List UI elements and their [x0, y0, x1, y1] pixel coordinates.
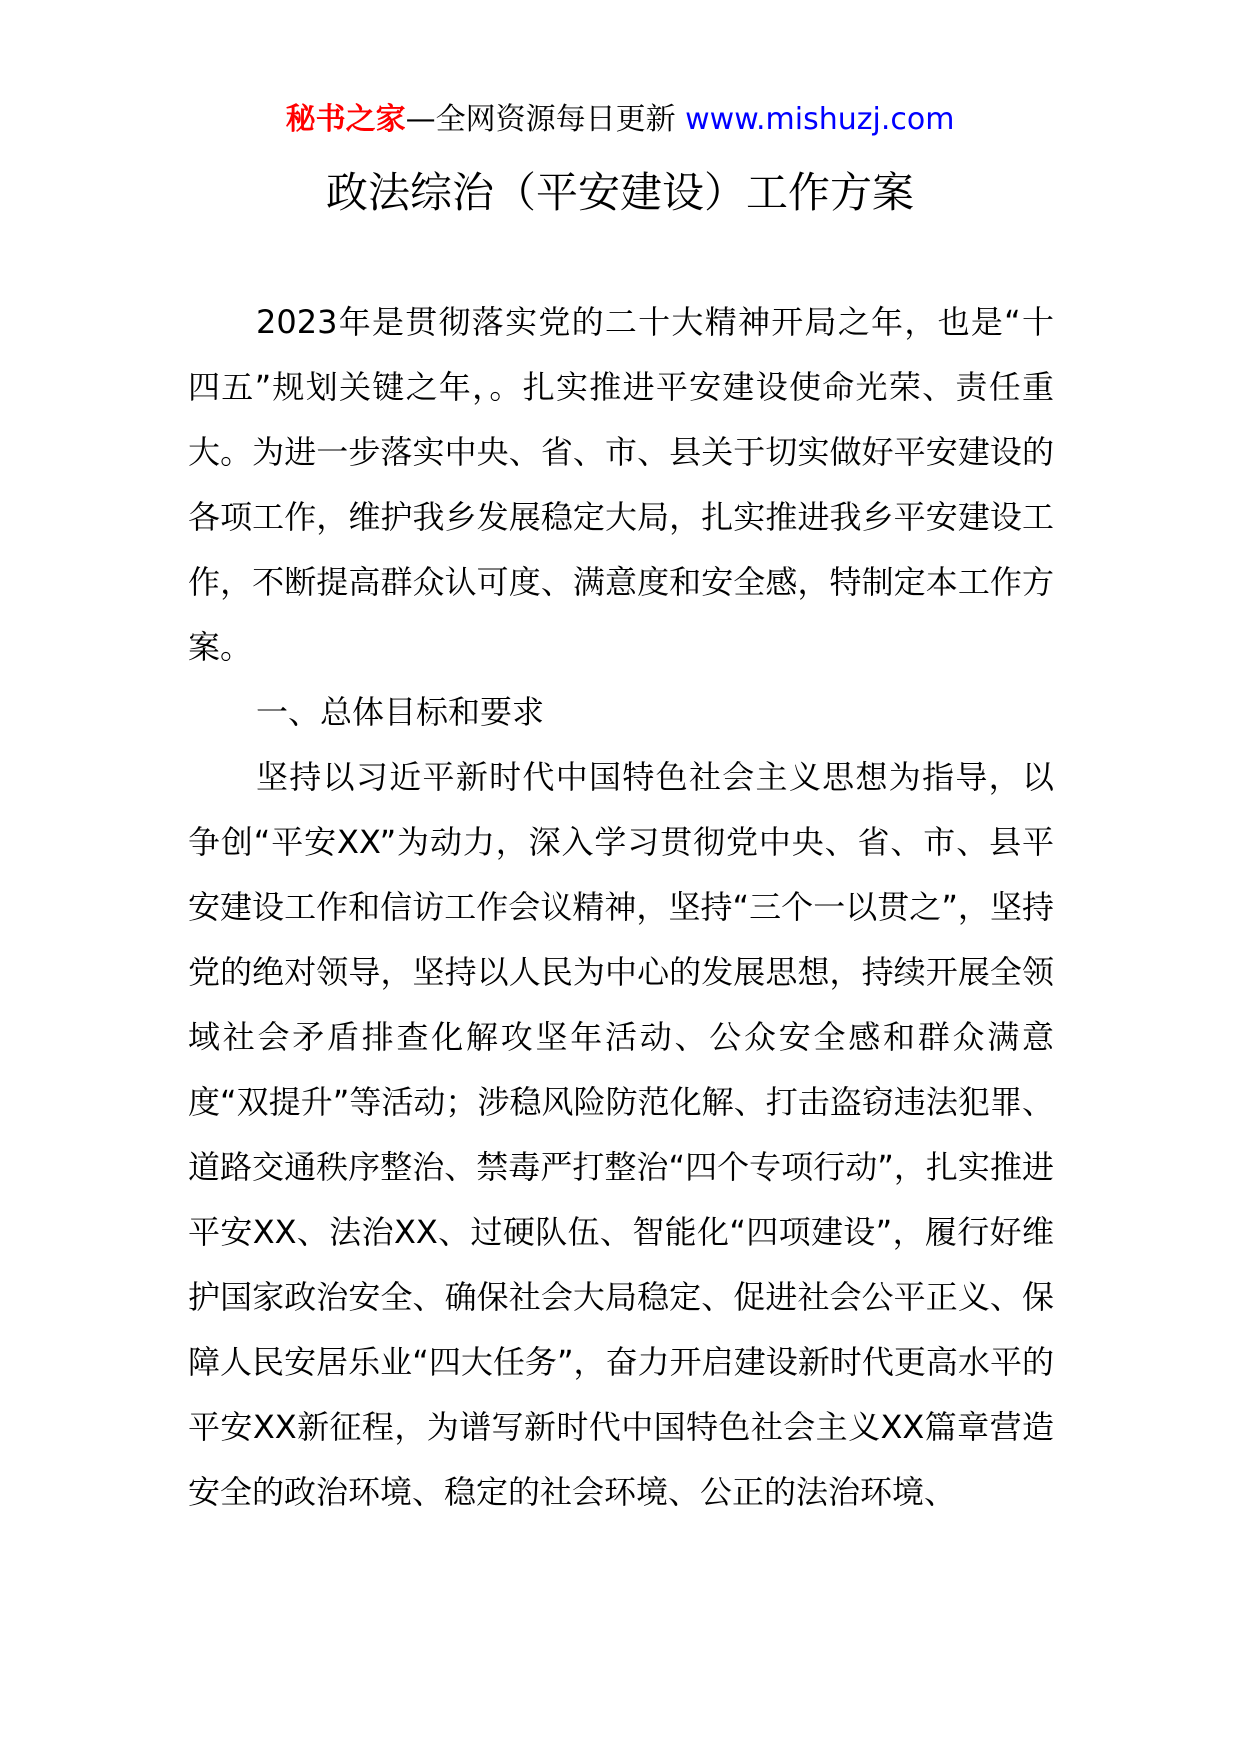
page-header — [0, 98, 1240, 142]
brand-name: 秘书之家 — [285, 102, 406, 137]
section-heading: 一、总体目标和要求 — [256, 693, 545, 731]
website-link[interactable]: www.mishuzj.com — [685, 102, 955, 137]
document-body — [188, 290, 1054, 1525]
header-tagline: —全网资源每日更新 — [405, 102, 676, 137]
document-title: 政法综治（平安建设）工作方案 — [325, 168, 914, 217]
intro-paragraph: 2023年是贯彻落实党的二十大精神开局之年，也是“十四五”规划关键之年，。扎实推进平安建设使命光荣、责任重大。为进一步落实中央、省、市、县关于切实做好平安建设的各项工作，维护我乡发展稳定大局，扎实推进我乡平安建设工作，不断提高群众认可度、满意度和安全感，特制定本工作方案。 — [188, 303, 1054, 666]
body-paragraph: 坚持以习近平新时代中国特色社会主义思想为指导，以争创“平安XX”为动力，深入学习贯彻党中央、省、市、县平安建设工作和信访工作会议精神，坚持“三个一以贯之”，坚持党的绝对领导，坚持以人民为中心的发展思想，持续开展全领域社会矛盾排查化解攻坚年活动、公众安全感和群众满意度“双提升”等活动；涉稳风险防范化解、打击盗窃违法犯罪、道路交通秩序整治、禁毒严打整治“四个专项行动”，扎实推进平安XX、法治XX、过硬队伍、智能化“四项建设”，履行好维护国家政治安全、确保社会大局稳定、促进社会公平正义、保障人民安居乐业“四大任务”，奋力开启建设新时代更高水平的平安XX新征程，为谱写新时代中国特色社会主义XX篇章营造安全的政治环境、稳定的社会环境、公正的法治环境、 — [188, 758, 1054, 1511]
